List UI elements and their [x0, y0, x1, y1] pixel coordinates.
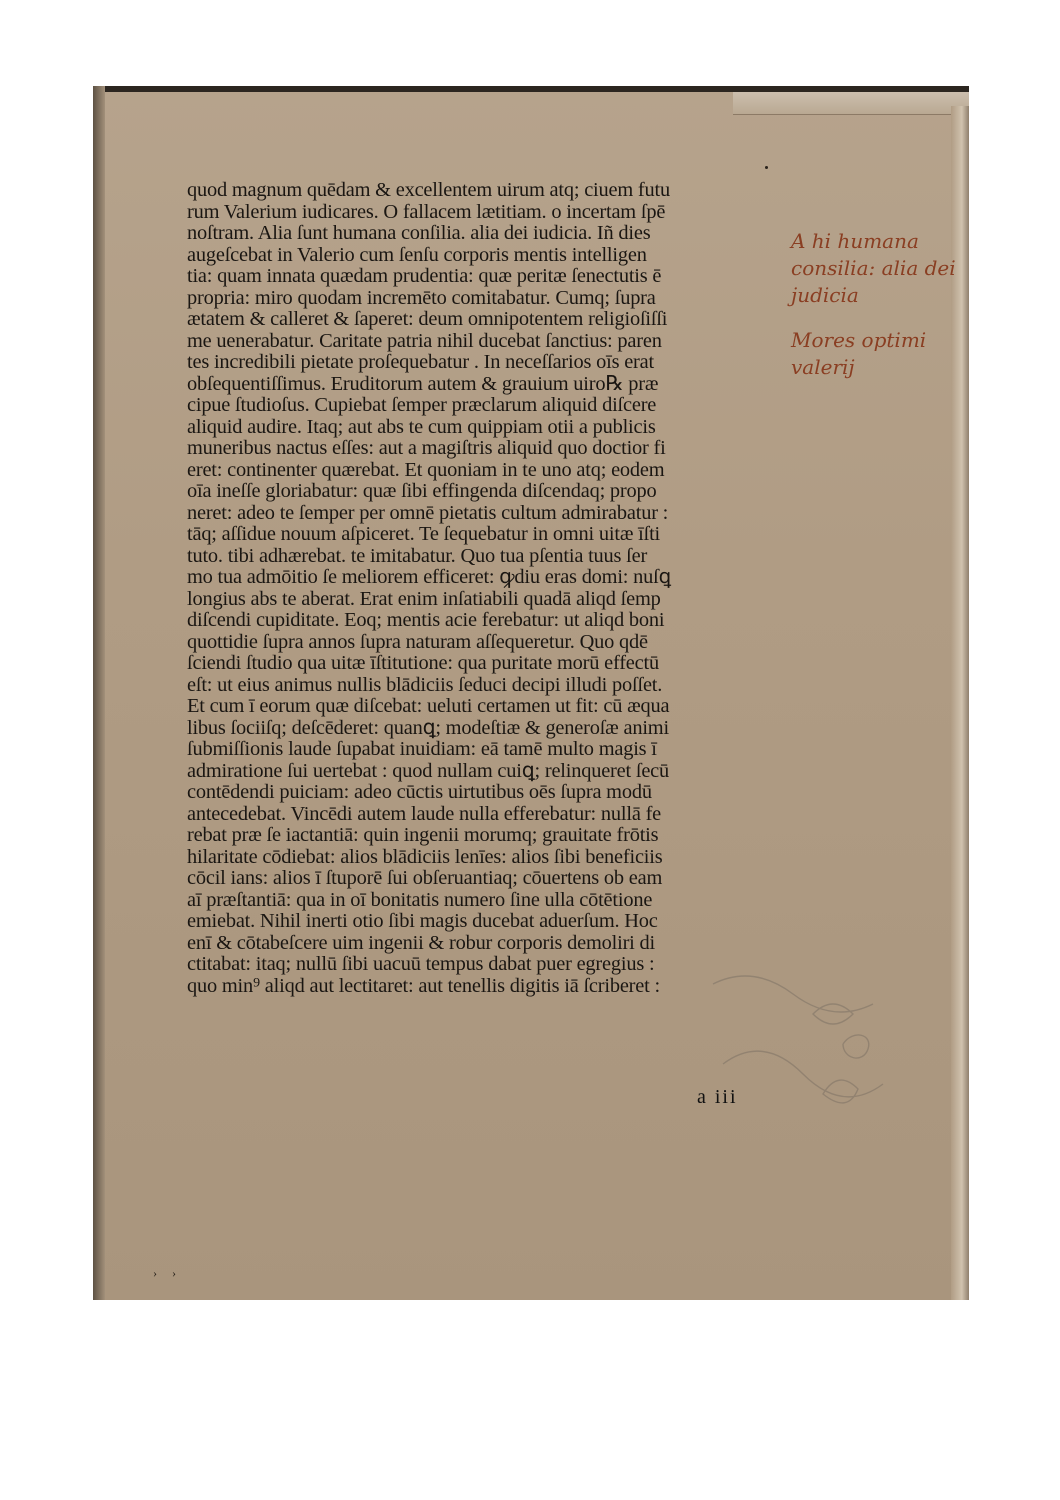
marginalia	[791, 228, 969, 399]
text-line: eret: continenter quærebat. Et quoniam in te uno atq; eodem	[187, 458, 665, 481]
margin-note-line: judicia	[791, 283, 859, 307]
text-line: tes incredibili pietate proſequebatur . In neceſſarios oīs erat	[187, 351, 654, 373]
text-line: aī præſtantiā: qua in oī bonitatis numero ſine ulla cōtētione	[187, 888, 653, 911]
text-line: libus ſociiſq; deſcēderet: quanꝗ; modeſtiæ & generoſæ animi	[187, 716, 669, 739]
text-line: enī & cōtabeſcere uim ingenii & robur corporis demoliri di	[187, 931, 656, 954]
text-line: mo tua admōitio ſe meliorem efficeret: ꝙdiu eras domi: nuſꝗ	[187, 566, 671, 588]
text-line: hilaritate cōdiebat: alios blādiciis lenīes: alios ſibi beneficiis	[187, 845, 663, 868]
text-line: cipue ſtudioſus. Cupiebat ſemper præclarum aliquid diſcere	[187, 394, 657, 416]
text-line: ſciendi ſtudio qua uitæ īſtitutione: qua puritate morū effectū	[187, 652, 659, 674]
text-line: cōcil ians: alios ī ſtuporē ſui obſeruantiaq; cōuertens ob eam	[187, 867, 663, 889]
printed-text-block	[187, 180, 787, 997]
text-line: quo min⁹ aliqd aut lectitaret: aut tenellis digitis iā ſcriberet :	[187, 974, 660, 997]
text-line: tia: quam innata quædam prudentia: quæ peritæ ſenectutis ē	[187, 265, 662, 287]
text-line: longius abs te aberat. Erat enim inſatiabili quadā aliqd ſemp	[187, 587, 661, 610]
page-binding-edge	[93, 86, 105, 1300]
text-line: rum Valerium iudicares. O fallacem lætitiam. o incertam ſpē	[187, 200, 666, 223]
bottom-marks: › ›	[153, 1266, 182, 1280]
scanned-page	[93, 86, 969, 1300]
text-line: tāq; aſſidue nouum aſpiceret. Te ſequebatur in omni uitæ īſti	[187, 523, 660, 545]
text-line: quottidie ſupra annos ſupra naturam aſſequeretur. Quo qdē	[187, 630, 648, 653]
page-folded-corner	[733, 92, 969, 115]
margin-note-line: A hi humana	[791, 229, 919, 253]
ink-dot	[765, 166, 768, 169]
text-line: antecedebat. Vincēdi autem laude nulla efferebatur: nullā fe	[187, 802, 662, 825]
text-line: admiratione ſui uertebat : quod nullam cuiꝗ; relinqueret ſecū	[187, 759, 670, 782]
text-line: aliquid audire. Itaq; aut abs te cum quippiam otii a publicis	[187, 415, 656, 438]
text-line: muneribus nactus eſſes: aut a magiſtris aliquid quo doctior fi	[187, 437, 666, 459]
text-line: ſubmiſſionis laude ſupabat inuidiam: eā tamē multo magis ī	[187, 738, 657, 760]
margin-note-line: valerij	[791, 355, 855, 379]
text-line: noſtram. Alia ſunt humana conſilia. alia dei iudicia. Iñ dies	[187, 222, 651, 244]
signature-mark: a iii	[697, 1086, 738, 1108]
text-line: diſcendi cupiditate. Eoq; mentis acie ferebatur: ut aliqd boni	[187, 609, 665, 631]
library-stamp	[693, 944, 893, 1144]
text-line: quod magnum quēdam & excellentem uirum atq; ciuem futu	[187, 179, 670, 201]
margin-note-2	[791, 327, 969, 381]
margin-note-1	[791, 228, 969, 309]
text-line: neret: adeo te ſemper per omnē pietatis cultum admirabatur :	[187, 501, 669, 524]
text-line: tuto. tibi adhærebat. te imitabatur. Quo tua pſentia tuus ſer	[187, 544, 648, 567]
text-line: emiebat. Nihil inerti otio ſibi magis ducebat aduerſum. Hoc	[187, 910, 658, 932]
margin-note-line: consilia: alia dei	[791, 256, 956, 280]
text-line: propria: miro quodam incremēto comitabatur. Cumq; ſupra	[187, 286, 656, 309]
text-line: contēdendi puiciam: adeo cūctis uirtutibus oēs ſupra modū	[187, 781, 652, 803]
text-line: obſequentiſſimus. Eruditorum autem & grauium uiro℞ præ	[187, 372, 659, 395]
text-line: ctitabat: itaq; nullū ſibi uacuū tempus dabat puer egregius :	[187, 953, 655, 975]
margin-note-line: Mores optimi	[791, 328, 927, 352]
text-line: eſt: ut eius animus nullis blādiciis ſeduci decipi illudi poſſet.	[187, 673, 663, 696]
text-line: me uenerabatur. Caritate patria nihil ducebat ſanctius: paren	[187, 329, 662, 352]
text-line: rebat præ ſe iactantiā: quin ingenii morumq; grauitate frōtis	[187, 824, 659, 846]
text-line: oīa ineſſe gloriabatur: quæ ſibi effingenda diſcendaq; propo	[187, 480, 657, 502]
text-line: augeſcebat in Valerio cum ſenſu corporis mentis intelligen	[187, 243, 647, 266]
text-line: ætatem & calleret & ſaperet: deum omnipotentem religioſiſſi	[187, 308, 668, 330]
text-line: Et cum ī eorum quæ diſcebat: ueluti certamen ut fit: cū æqua	[187, 695, 670, 717]
